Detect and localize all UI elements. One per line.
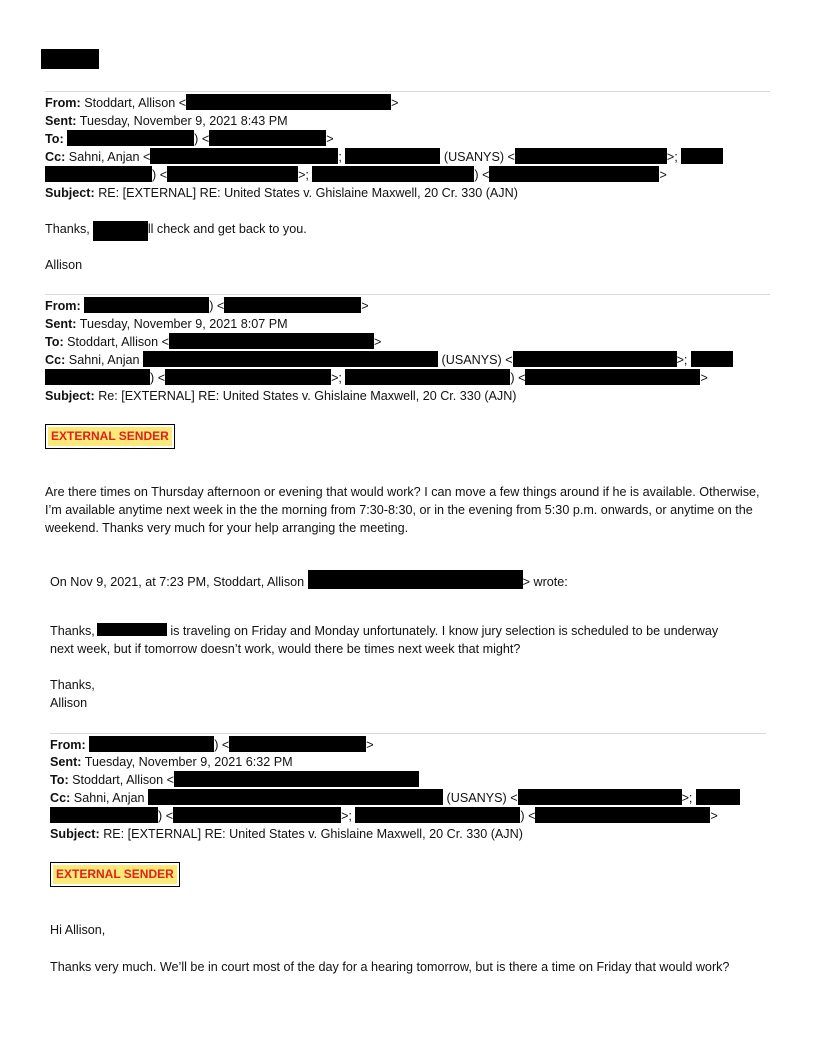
email1-from-line: From: Stoddart, Allison < >	[45, 96, 399, 110]
cc-usanys: (USANYS) <	[441, 353, 513, 367]
body-text: ll check and get back to you.	[147, 222, 307, 236]
email2-body: Are there times on Thursday afternoon or evening that would work? I can move a few things around if he is available. Otherwise, I’m available anytime next week in the the morning from 7:30-8:30, or in the evening from 5:30 p.m. onwards, or anytime on the weekend. Thanks very much for your help arranging the meeting.	[45, 485, 760, 535]
external-sender-label: EXTERNAL SENDER	[48, 427, 172, 446]
subject-label: Subject:	[45, 186, 95, 200]
redaction-block	[312, 166, 474, 182]
sent-label: Sent:	[50, 755, 82, 769]
quoted-thanks: Thanks,	[50, 624, 95, 638]
sender-name: Stoddart, Allison <	[84, 96, 187, 110]
subject-text: RE: [EXTERNAL] RE: United States v. Ghislaine Maxwell, 20 Cr. 330 (AJN)	[98, 186, 518, 200]
email1-sent-line	[45, 112, 288, 130]
email3-sent-line	[50, 753, 293, 771]
redaction-block	[696, 789, 740, 805]
sent-date: Tuesday, November 9, 2021 8:07 PM	[79, 317, 288, 331]
quote-header-text: On Nov 9, 2021, at 7:23 PM, Stoddart, Allison	[50, 575, 305, 589]
redaction-block	[489, 166, 659, 182]
redaction-block	[535, 807, 710, 823]
redaction-block	[174, 771, 419, 787]
body-thanks: Thanks,	[45, 222, 90, 236]
redaction-block	[186, 94, 391, 110]
subject-text: RE: [EXTERNAL] RE: United States v. Ghislaine Maxwell, 20 Cr. 330 (AJN)	[103, 827, 523, 841]
divider	[50, 733, 766, 734]
from-label: From:	[45, 299, 81, 313]
redaction-block	[167, 166, 298, 182]
sent-label: Sent:	[45, 114, 77, 128]
subject-text: Re: [EXTERNAL] RE: United States v. Ghislaine Maxwell, 20 Cr. 330 (AJN)	[98, 389, 517, 403]
redaction-block	[97, 623, 167, 636]
redaction-block	[355, 807, 520, 823]
redaction-block	[148, 789, 443, 805]
quoted-line-1-text: is traveling on Friday and Monday unfortunately. I know jury selection is scheduled to be underway	[170, 624, 719, 638]
to-label: To:	[45, 335, 64, 349]
email1-signature: Allison	[45, 258, 83, 272]
to-label: To:	[45, 132, 64, 146]
external-sender-banner	[50, 862, 180, 887]
redaction-block	[515, 148, 667, 164]
redaction-block	[150, 148, 338, 164]
external-sender-banner	[45, 424, 175, 449]
email2-cc-line: Cc: Sahni, Anjan (USANYS) < >;	[45, 351, 733, 369]
email2-to-line: To: Stoddart, Allison < >	[45, 335, 382, 349]
sent-label: Sent:	[45, 317, 77, 331]
sent-date: Tuesday, November 9, 2021 6:32 PM	[84, 755, 293, 769]
email1-cc-line-2: ) < >; ) < >	[45, 166, 667, 184]
email1-subject-line	[45, 184, 518, 202]
email3-from-line: From: ) < >	[50, 738, 374, 752]
redaction-block	[513, 351, 677, 367]
quoted-line-2: next week, but if tomorrow doesn’t work, would there be times next week that might?	[50, 642, 521, 656]
cc-label: Cc:	[45, 150, 66, 164]
redaction-block	[345, 369, 510, 385]
cc-usanys: (USANYS) <	[443, 150, 515, 164]
redaction-block	[525, 369, 700, 385]
redaction-block	[45, 369, 150, 385]
from-label: From:	[45, 96, 81, 110]
subject-label: Subject:	[45, 389, 95, 403]
redaction-block	[165, 369, 331, 385]
quoted-line-1	[50, 622, 718, 640]
quoted-signature: Allison	[50, 696, 88, 710]
to-label: To:	[50, 773, 69, 787]
email2-sent-line	[45, 315, 288, 333]
redaction-block	[67, 130, 194, 146]
sent-date: Tuesday, November 9, 2021 8:43 PM	[79, 114, 288, 128]
redaction-block	[681, 148, 723, 164]
cc-name: Sahni, Anjan	[73, 791, 145, 805]
email2-from-line: From: ) < >	[45, 299, 369, 313]
redaction-block	[41, 49, 99, 69]
redaction-block	[209, 130, 326, 146]
quote-header: On Nov 9, 2021, at 7:23 PM, Stoddart, Allison > wrote:	[50, 570, 568, 591]
email3-subject-line	[50, 825, 523, 843]
redaction-block	[224, 297, 361, 313]
cc-name: Sahni, Anjan <	[68, 150, 151, 164]
quoted-closing: Thanks,	[50, 678, 95, 692]
cc-label: Cc:	[45, 353, 66, 367]
redaction-block	[691, 351, 733, 367]
email3-cc-line-2: ) < >; ) < >	[50, 807, 718, 825]
email2-cc-line-2: ) < >; ) < >	[45, 369, 708, 387]
quote-header-wrote: wrote:	[533, 575, 568, 589]
redaction-block	[143, 351, 438, 367]
external-sender-label: EXTERNAL SENDER	[53, 865, 177, 884]
redaction-block	[45, 166, 152, 182]
email3-to-line	[50, 771, 419, 789]
redaction-block	[93, 221, 148, 241]
divider	[45, 91, 770, 92]
email3-greeting: Hi Allison,	[50, 923, 106, 937]
to-name: Stoddart, Allison <	[67, 335, 170, 349]
redaction-block	[229, 736, 366, 752]
redaction-block	[308, 570, 523, 589]
to-name: Stoddart, Allison <	[72, 773, 175, 787]
email3-cc-line: Cc: Sahni, Anjan (USANYS) < >;	[50, 789, 740, 807]
redaction-block	[84, 297, 209, 313]
cc-label: Cc:	[50, 791, 71, 805]
redaction-block	[50, 807, 158, 823]
redaction-block	[173, 807, 341, 823]
email3-body: Thanks very much. We’ll be in court most of the day for a hearing tomorrow, but is there a time on Friday that would work?	[50, 960, 730, 974]
subject-label: Subject:	[50, 827, 100, 841]
divider	[45, 294, 770, 295]
redaction-block	[89, 736, 214, 752]
redaction-block	[345, 148, 440, 164]
email2-subject-line	[45, 387, 517, 405]
redaction-block	[169, 333, 374, 349]
cc-name: Sahni, Anjan	[68, 353, 140, 367]
email1-body	[45, 220, 307, 241]
email1-cc-line: Cc: Sahni, Anjan < ; (USANYS) < >;	[45, 148, 723, 166]
cc-usanys: (USANYS) <	[446, 791, 518, 805]
email1-to-line: To: ) < >	[45, 132, 334, 146]
redaction-block	[518, 789, 682, 805]
from-label: From:	[50, 738, 86, 752]
